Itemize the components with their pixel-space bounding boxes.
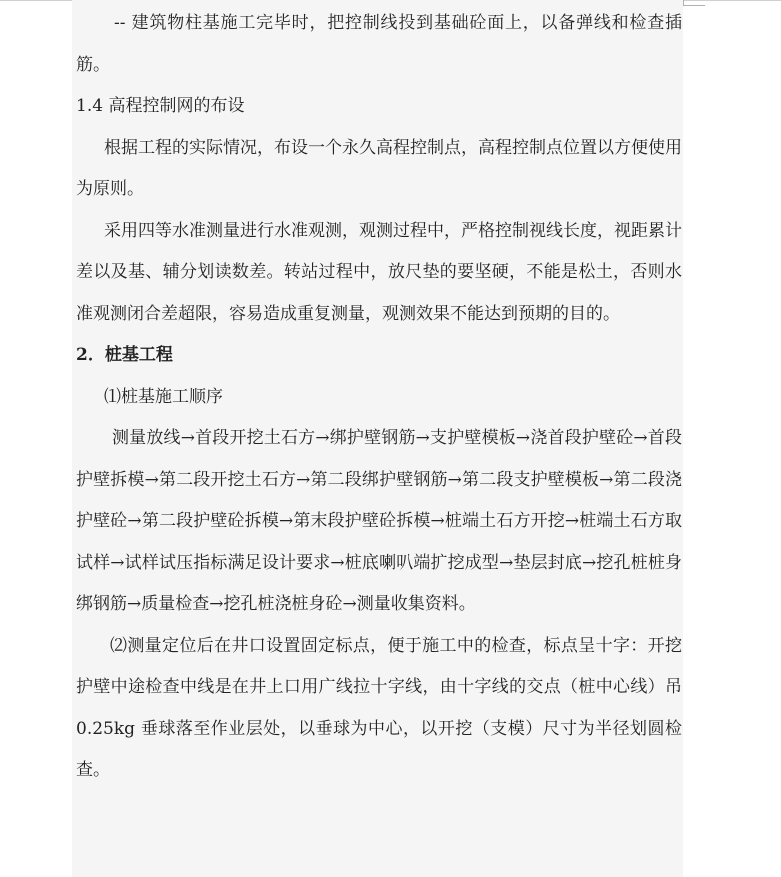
paragraph-construction-sequence-flow: 测量放线→首段开挖土石方→绑护壁钢筋→支护壁模板→浇首段护壁砼→首段护壁拆模→第二段开挖土石方→第二段绑护壁钢筋→第二段支护壁模板→第二段浇护壁砼→第二段护壁砼拆模→第末段护壁砼拆模→桩端土石方开挖→桩端土石方取试样→试样试压指标满足设计要求→桩底喇叭端扩挖成型→垫层封底→挖孔桩桩身绑钢筋→质量检查→挖孔桩浇桩身砼→测量收集资料。 (76, 428, 682, 614)
margin-crop-mark-right-horizontal (683, 5, 705, 6)
paragraph-column-base-note: -- 建筑物柱基施工完毕时，把控制线投到基础砼面上，以备弹线和检查插筋。 (76, 13, 682, 75)
heading-pile-foundation: 2．桩基工程 (76, 345, 173, 365)
paragraph-leveling-survey: 采用四等水准测量进行水准观测，观测过程中，严格控制视线长度，视距累计差以及基、辅分划读数差。转站过程中，放尺垫的要坚硬，不能是松土，否则水准观测闭合差超限，容易造成重复测量，观测效果不能达到预期的目的。 (76, 220, 682, 324)
heading-pile-construction-sequence: ⑴桩基施工顺序 (104, 386, 223, 407)
paragraph-elevation-control-point: 根据工程的实际情况，布设一个永久高程控制点，高程控制点位置以方便使用为原则。 (76, 137, 682, 199)
paragraph-wellhead-marking: ⑵测量定位后在井口设置固定标点，便于施工中的检查，标点呈十字：开挖护壁中途检查中线是在井上口用广线拉十字线，由十字线的交点（桩中心线）吊 0.25kg 垂球落至作业层处，以垂球为中心，以开挖（支模）尺寸为半径划圆检查。 (76, 635, 682, 780)
heading-elevation-control-network: 1.4 高程控制网的布设 (76, 96, 245, 116)
document-body (76, 0, 682, 792)
